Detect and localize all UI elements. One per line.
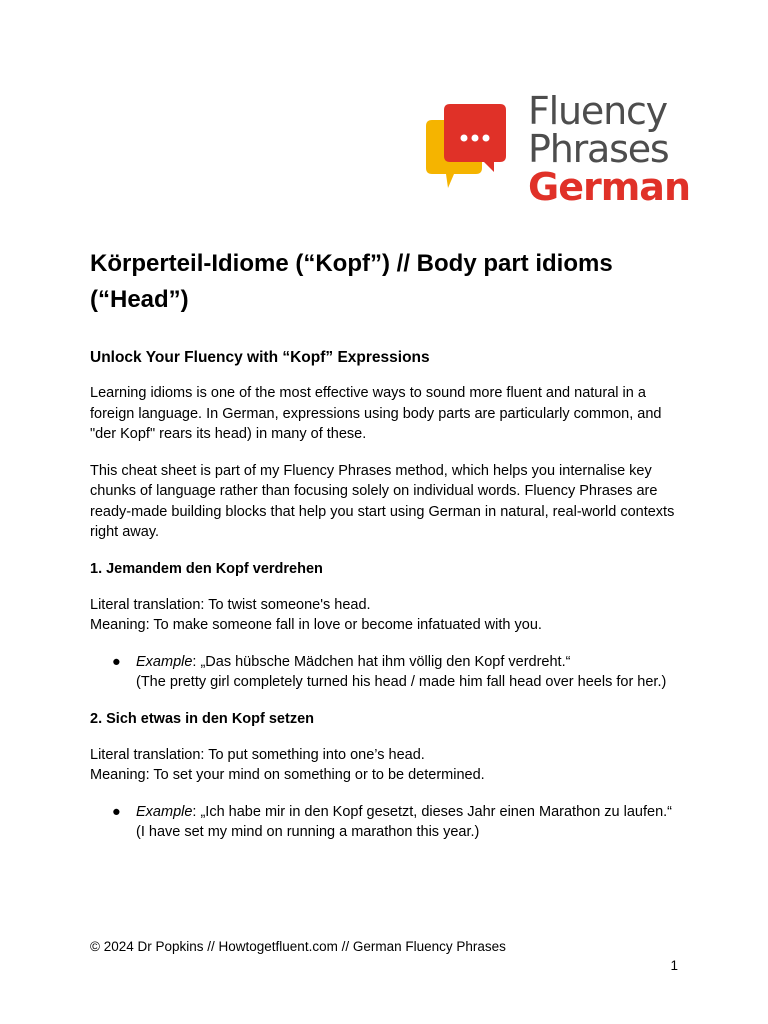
- logo-word-german: German: [528, 165, 690, 209]
- idiom-meaning: Meaning: To set your mind on something or to be determined.: [90, 767, 485, 783]
- idiom-heading: 1. Jemandem den Kopf verdrehen: [90, 560, 323, 577]
- example-label: Example: [136, 803, 193, 820]
- idiom-literal: Literal translation: To put something into one’s head.: [90, 746, 425, 763]
- idiom-literal: Literal translation: To twist someone's head.: [90, 596, 371, 613]
- logo-wordmark: [528, 89, 690, 209]
- idiom-section-2: [90, 709, 690, 843]
- logo-word-fluency: Fluency: [528, 89, 667, 133]
- chat-bubbles-icon: [424, 104, 514, 198]
- page-footer: © 2024 Dr Popkins // Howtogetfluent.com // German Fluency Phrases: [90, 939, 506, 954]
- intro-paragraph-1: Learning idioms is one of the most effective ways to sound more fluent and natural in a foreign language. In German, expressions using body parts are particularly common, and "der Kopf" rears its head) in many of these.: [90, 385, 662, 442]
- example-item: [90, 652, 690, 693]
- example-translation: (The pretty girl completely turned his head / made him fall head over heels for her.): [136, 674, 667, 690]
- document-body: [90, 246, 690, 843]
- bullet-icon: ●: [112, 803, 121, 820]
- example-text: : „Das hübsche Mädchen hat ihm völlig den Kopf verdreht.“: [192, 653, 571, 670]
- example-text: : „Ich habe mir in den Kopf gesetzt, dieses Jahr einen Marathon zu laufen.“: [192, 803, 672, 820]
- example-item: [90, 802, 690, 843]
- brand-logo: [424, 89, 690, 209]
- page-number: 1: [670, 958, 678, 973]
- example-list: [90, 802, 690, 843]
- logo-word-phrases: Phrases: [528, 127, 669, 171]
- intro-paragraph-2: This cheat sheet is part of my Fluency Phrases method, which helps you internalise key chunks of language rather than focusing solely on individual words. Fluency Phrases are ready-made building blocks that help you start using German in natural, real-world contexts right away.: [90, 462, 675, 540]
- idiom-meaning: Meaning: To make someone fall in love or become infatuated with you.: [90, 617, 542, 633]
- example-translation: (I have set my mind on running a marathon this year.): [136, 824, 480, 840]
- document-title: Körperteil-Idiome (“Kopf”) // Body part idioms (“Head”): [90, 250, 613, 313]
- idiom-heading: 2. Sich etwas in den Kopf setzen: [90, 710, 314, 727]
- example-label: Example: [136, 653, 193, 670]
- bullet-icon: ●: [112, 653, 121, 670]
- example-list: [90, 652, 690, 693]
- document-subtitle: Unlock Your Fluency with “Kopf” Expressions: [90, 349, 430, 366]
- idiom-section-1: [90, 559, 690, 693]
